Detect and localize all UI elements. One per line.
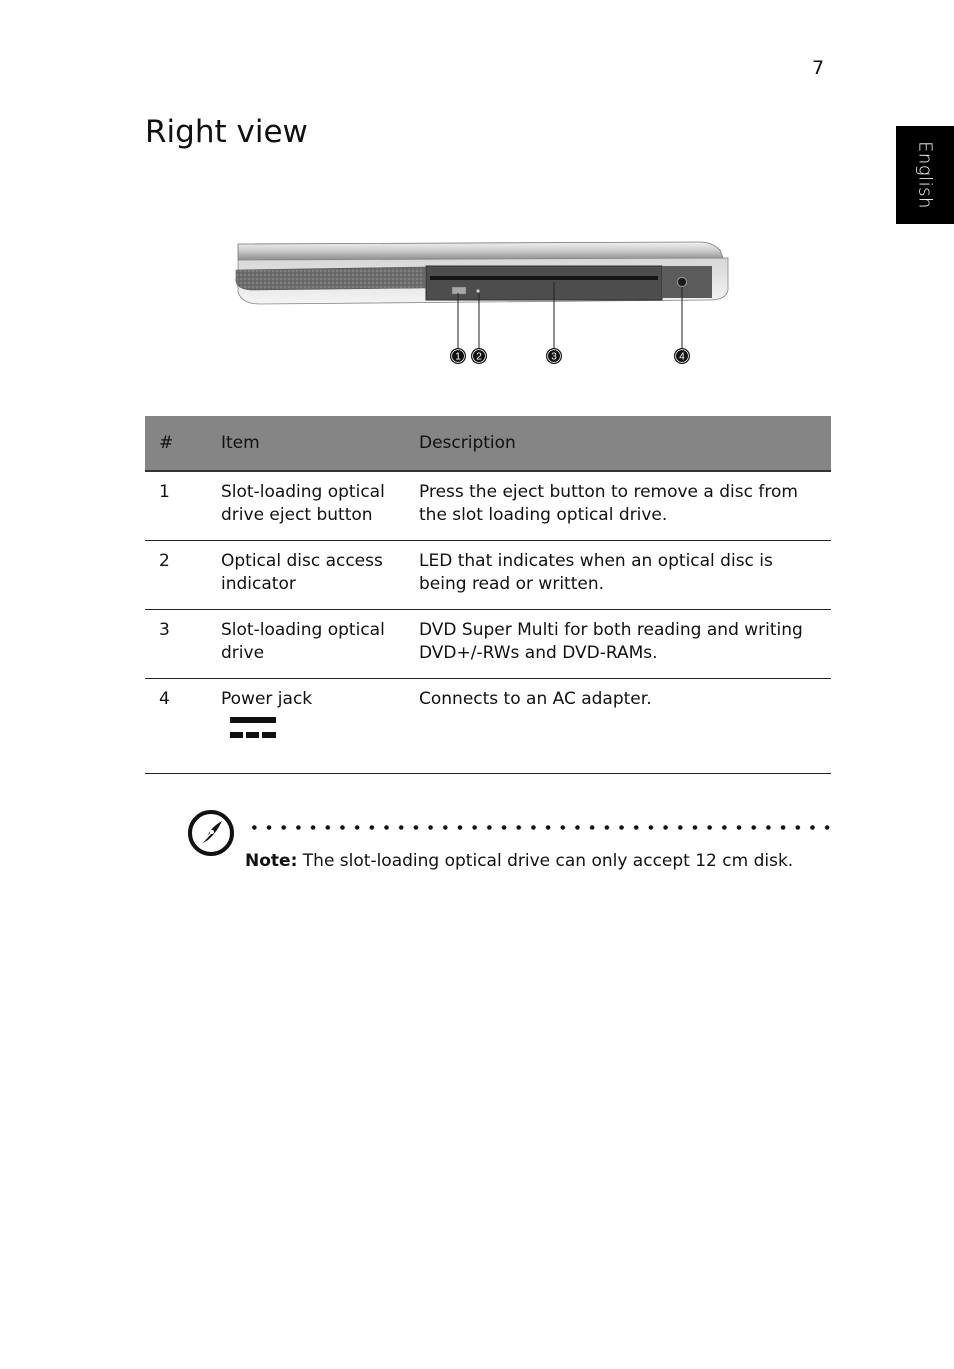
note-dotted-rule [247,825,831,830]
eject-button-shape [452,287,466,294]
row-description: LED that indicates when an optical disc is being read or written. [405,541,831,610]
callout-3 [546,348,562,364]
note-pen-icon [187,809,235,857]
callout-2 [471,348,487,364]
row-number: 4 [145,679,207,774]
section-title: Right view [145,114,308,150]
row-description: Press the eject button to remove a disc from the slot loading optical drive. [405,471,831,541]
header-description: Description [405,416,831,471]
row-description: Connects to an AC adapter. [405,679,831,774]
callout-1 [450,348,466,364]
laptop-right-view-figure [220,230,740,380]
table-row [145,610,831,679]
row-description: DVD Super Multi for both reading and writing DVD+/-RWs and DVD-RAMs. [405,610,831,679]
table-row [145,471,831,541]
note-text [245,851,793,871]
row-item: Slot-loading optical drive [207,610,405,679]
page-number: 7 [812,57,825,79]
row-item: Optical disc access indicator [207,541,405,610]
callout-4-label: 4 [679,351,685,363]
header-item: Item [207,416,405,471]
right-view-table [145,416,831,774]
row-number: 2 [145,541,207,610]
table-header-row [145,416,831,471]
callout-1-label: 1 [455,351,461,363]
row-item: Power jack [221,689,313,709]
laptop-lid [238,242,723,260]
dc-power-symbol-icon [230,717,276,741]
row-number: 1 [145,471,207,541]
callout-2-label: 2 [476,351,482,363]
note-body: The slot-loading optical drive can only accept 12 cm disk. [302,851,794,871]
optical-drive-bay [426,266,662,300]
language-tab [896,126,954,224]
callout-3-label: 3 [551,351,557,363]
header-number: # [145,416,207,471]
row-number: 3 [145,610,207,679]
table-row [145,541,831,610]
row-item-cell [207,679,405,774]
language-tab-label: English [914,141,936,209]
power-jack-shape [678,278,687,287]
note-label: Note: [245,851,298,871]
table-row [145,679,831,774]
row-item: Slot-loading optical drive eject button [207,471,405,541]
callout-4 [674,348,690,364]
led-shape [476,289,479,292]
palmrest-texture [236,267,425,290]
